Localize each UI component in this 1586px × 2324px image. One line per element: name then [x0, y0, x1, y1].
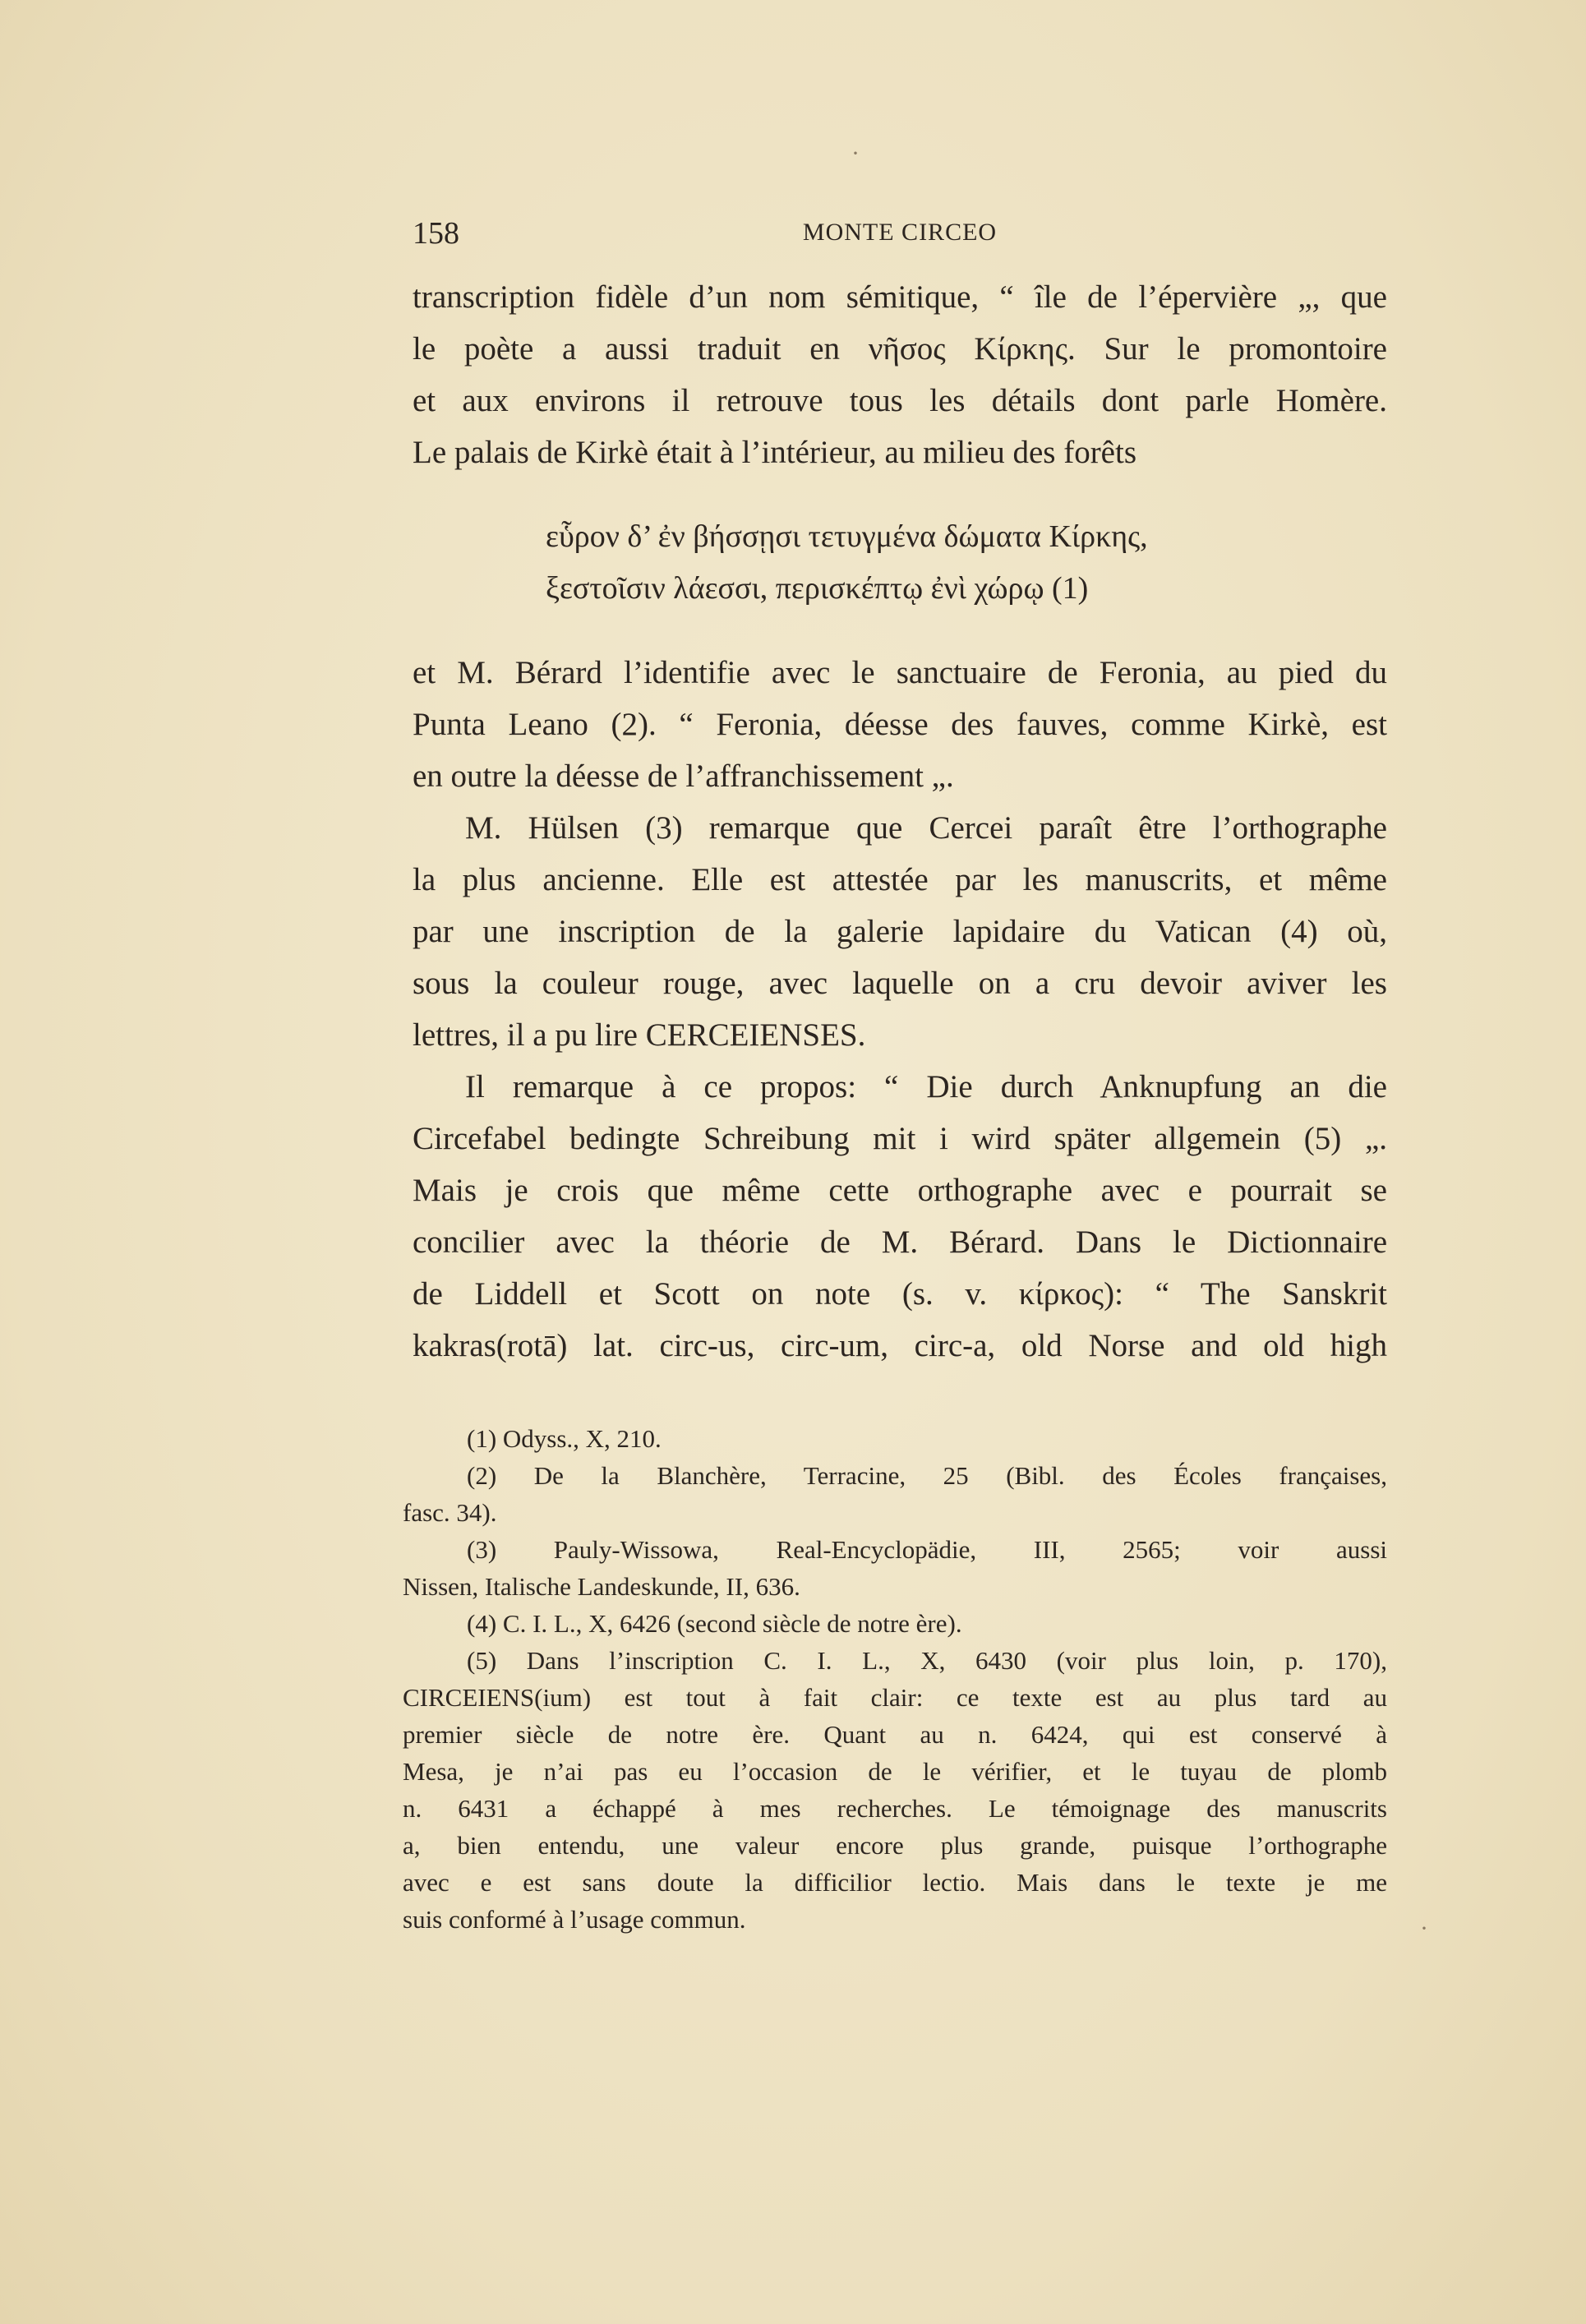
body-line: la plus ancienne. Elle est attestée par les manuscrits, et même: [413, 862, 1387, 897]
verse-quotation: [413, 511, 1387, 615]
footnote-line: CIRCEIENS(ium) est tout à fait clair: ce texte est au plus tard au: [403, 1683, 1387, 1712]
footnote-line: avec e est sans doute la difficilior lectio. Mais dans le texte je me: [403, 1868, 1387, 1897]
footnote-line: (3) Pauly-Wissowa, Real-Encyclopädie, III, 2565; voir aussi: [467, 1535, 1387, 1564]
paragraph-1: [413, 271, 1387, 478]
footnote-line: (4) C. I. L., X, 6426 (second siècle de notre ère).: [467, 1609, 962, 1638]
body-line: Il remarque à ce propos: “ Die durch Anknupfung an die: [465, 1069, 1387, 1104]
body-line: Le palais de Kirkè était à l’intérieur, au milieu des forêts: [413, 435, 1137, 470]
footnote-line: suis conformé à l’usage commun.: [403, 1905, 746, 1934]
body-line: M. Hülsen (3) remarque que Cercei paraît être l’orthographe: [465, 810, 1387, 846]
body-line: concilier avec la théorie de M. Bérard. Dans le Dictionnaire: [413, 1224, 1387, 1260]
verse-line: εὗρον δ’ ἐν βήσσῃσι τετυγμένα δώματα Κίρκης,: [546, 519, 1148, 554]
running-title: MONTE CIRCEO: [802, 219, 998, 246]
body-line: et M. Bérard l’identifie avec le sanctuaire de Feronia, au pied du: [413, 655, 1387, 690]
footnote-line: a, bien entendu, une valeur encore plus grande, puisque l’orthographe: [403, 1831, 1387, 1860]
body-line: de Liddell et Scott on note (s. v. κίρκος): “ The Sanskrit: [413, 1276, 1387, 1312]
body-line: par une inscription de la galerie lapidaire du Vatican (4) où,: [413, 914, 1387, 949]
page-header: [413, 215, 1387, 251]
footnote-line: (5) Dans l’inscription C. I. L., X, 6430 (voir plus loin, p. 170),: [467, 1646, 1387, 1675]
body-line: et aux environs il retrouve tous les détails dont parle Homère.: [413, 383, 1387, 418]
paper-speck: ·: [851, 140, 860, 167]
paper-speck: ·: [1420, 1915, 1428, 1942]
body-line: Circefabel bedingte Schreibung mit i wird später allgemein (5) „.: [413, 1121, 1387, 1156]
body-line: en outre la déesse de l’affranchissement „.: [413, 759, 954, 794]
body-line: le poète a aussi traduit en νῆσος Κίρκης. Sur le promontoire: [413, 331, 1387, 367]
footnote-line: premier siècle de notre ère. Quant au n. 6424, qui est conservé à: [403, 1720, 1387, 1749]
footnote-line: (2) De la Blanchère, Terracine, 25 (Bibl. des Écoles françaises,: [467, 1461, 1387, 1490]
body-line: sous la couleur rouge, avec laquelle on a cru devoir aviver les: [413, 966, 1387, 1001]
footnote-line: fasc. 34).: [403, 1498, 497, 1527]
verse-line: ξεστοῖσιν λάεσσι, περισκέπτῳ ἐνὶ χώρῳ (1): [546, 571, 1089, 606]
footnote-line: n. 6431 a échappé à mes recherches. Le témoignage des manuscrits: [403, 1794, 1387, 1823]
footnotes: [403, 1420, 1387, 1938]
footnote-line: Mesa, je n’ai pas eu l’occasion de le vérifier, et le tuyau de plomb: [403, 1757, 1387, 1786]
footnote-line: (1) Odyss., X, 210.: [467, 1424, 662, 1453]
footnote-line: Nissen, Italische Landeskunde, II, 636.: [403, 1572, 800, 1601]
page-number: 158: [413, 216, 459, 251]
body-line: Punta Leano (2). “ Feronia, déesse des fauves, comme Kirkè, est: [413, 707, 1387, 742]
paragraph-2: [413, 647, 1387, 1372]
body-line: transcription fidèle d’un nom sémitique, “ île de l’épervière „, que: [413, 279, 1387, 315]
body-line: lettres, il a pu lire CERCEIENSES.: [413, 1017, 866, 1053]
body-line: Mais je crois que même cette orthographe avec e pourrait se: [413, 1173, 1387, 1208]
body-line: kakras(rotā) lat. circ-us, circ-um, circ-a, old Norse and old high: [413, 1328, 1387, 1363]
